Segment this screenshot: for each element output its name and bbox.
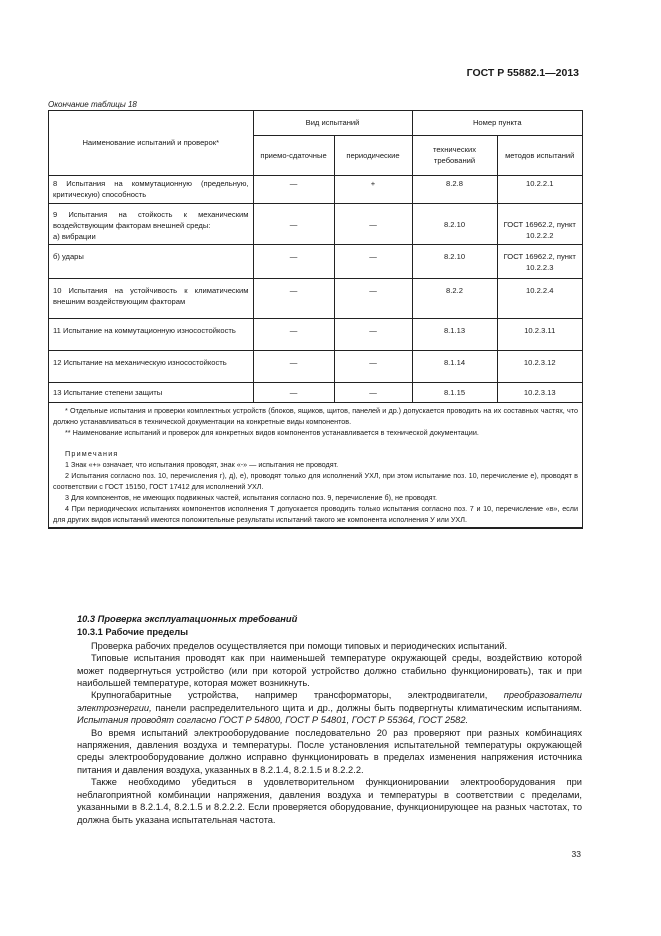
row-name: 12 Испытание на механическую износостойкость (49, 350, 253, 382)
row-method: ГОСТ 16962.2, пункт 10.2.2.3 (497, 244, 582, 278)
row-req: 8.2.10 (412, 203, 497, 244)
row-acceptance: — (253, 318, 334, 350)
row-name: а) вибрации (53, 231, 96, 241)
paragraph (77, 689, 582, 726)
row-name: б) удары (49, 244, 253, 278)
row-acceptance: — (253, 382, 334, 402)
row-name: 13 Испытание степени защиты (49, 382, 253, 402)
document-code: ГОСТ Р 55882.1—2013 (466, 67, 579, 79)
row-req: 8.2.2 (412, 278, 497, 318)
header-periodic: периодические (334, 135, 412, 175)
table-row (49, 175, 582, 203)
section-body (77, 613, 582, 826)
notes-title: Примечания (65, 448, 119, 458)
row-name: 10 Испытания на устойчивость к климатическим внешним воздействующим факторам (49, 278, 253, 318)
row-acceptance: — (253, 350, 334, 382)
row-req: 8.2.8 (412, 175, 497, 203)
note: 2 Испытания согласно поз. 10, перечисления г), д), е), проводят только для исполнений УХЛ, при этом испытание поз. 10, перечисление е), проводят в соответствии с ГОСТ 15150, ГОСТ 17412 для исполнений УХЛ. (53, 470, 578, 491)
table-notes (49, 402, 582, 527)
note: 3 Для компонентов, не имеющих подвижных частей, испытания согласно поз. 9, перечисление б), не проводят. (65, 492, 438, 502)
row-method: 10.2.2.1 (497, 175, 582, 203)
row-periodic: + (334, 175, 412, 203)
table-row (49, 350, 582, 382)
paragraph-text: Крупногабаритные устройства, например трансформаторы, электродвигатели, (91, 690, 488, 701)
row-periodic: — (334, 382, 412, 402)
row-periodic: — (334, 203, 412, 244)
row-periodic: — (334, 318, 412, 350)
row-req: 8.1.13 (412, 318, 497, 350)
paragraph: Во время испытаний электрооборудование последовательно 20 раз проверяют при разных комбинациях напряжения, давления воздуха и температуры. После установления испытательной температуры окружающей среды электрооборудование должно исправно функционировать в пределах изменения напряжения источника питания и давления воздуха, указанных в 8.2.1.4, 8.2.1.5 и 8.2.2.2. (77, 727, 582, 775)
table-caption: Окончание таблицы 18 (48, 100, 137, 109)
row-periodic: — (334, 278, 412, 318)
paragraph: Типовые испытания проводят как при наименьшей температуре окружающей среды, воздействию которой может подвергнуться устройство (или при которой устройство должно стабильно функционировать), так и при наибольшей температуре, которая может возникнуть. (77, 653, 582, 689)
table-notes-row (49, 402, 582, 527)
header-test-type: Вид испытаний (253, 111, 412, 135)
table-18 (48, 110, 583, 529)
header-clause: Номер пункта (412, 111, 582, 135)
tests-table (49, 111, 582, 528)
table-row (49, 278, 582, 318)
row-name-group (49, 203, 253, 244)
paragraph-text: панели распределительного щита и др., должны быть подвергнуты климатическим испытаниям. (155, 702, 582, 713)
footnote: * Отдельные испытания и проверки комплектных устройств (блоков, ящиков, щитов, панелей и др.) допускается проводить на их составных частях, что должно устанавливаться в технической документации на конкретные виды компонентов. (53, 405, 578, 426)
header-requirements: технических требований (412, 135, 497, 175)
header-acceptance: приемо-сдаточные (253, 135, 334, 175)
header-name: Наименование испытаний и проверок* (49, 111, 253, 175)
row-name: 8 Испытания на коммутационную (предельную, критическую) способность (49, 175, 253, 203)
row-name: 11 Испытание на коммутационную износостойкость (49, 318, 253, 350)
paragraph-italic: преобразователи электроэнергии, (77, 690, 582, 713)
row-periodic: — (334, 350, 412, 382)
table-row (49, 203, 582, 244)
section-heading: 10.3 Проверка эксплуатационных требований (77, 614, 298, 624)
header-methods: методов испытаний (497, 135, 582, 175)
row-req: 8.1.14 (412, 350, 497, 382)
footnote: ** Наименование испытаний и проверок для конкретных видов компонентов устанавливается в технической документации. (65, 427, 479, 437)
row-acceptance: — (253, 244, 334, 278)
note: 4 При периодических испытаниях компонентов исполнения Т допускается проводить только испытания согласно поз. 7 и 10, перечисление «в», если для других видов испытаний имеются положительные результаты испытаний такого же компонента исполнения У или УХЛ. (53, 503, 578, 524)
paragraph-italic: Испытания проводят согласно ГОСТ Р 54800, ГОСТ Р 54801, ГОСТ Р 55364, ГОСТ 2582. (77, 715, 469, 726)
row-periodic: — (334, 244, 412, 278)
paragraph: Также необходимо убедиться в удовлетворительном функционировании электрооборудования при неблагоприятной комбинации напряжения, давления воздуха и температуры в соответствии с пределами, указанными в 8.2.1.4, 8.2.1.5 и 8.2.2.2. Если проверяется оборудование, функционирующее на разных частотах, то должна быть указана испытательная частота. (77, 777, 582, 825)
table-row (49, 382, 582, 402)
note: 1 Знак «+» означает, что испытания проводят, знак «-» — испытания не проводят. (65, 459, 339, 469)
row-acceptance: — (253, 203, 334, 244)
row-method: 10.2.3.11 (497, 318, 582, 350)
row-req: 8.1.15 (412, 382, 497, 402)
row-method: ГОСТ 16962.2, пункт 10.2.2.2 (497, 203, 582, 244)
row-acceptance: — (253, 175, 334, 203)
row-acceptance: — (253, 278, 334, 318)
row-name: 9 Испытания на стойкость к механическим воздействующим факторам внешней среды: (53, 209, 249, 230)
row-method: 10.2.3.12 (497, 350, 582, 382)
paragraph: Проверка рабочих пределов осуществляется при помощи типовых и периодических испытаний. (91, 640, 508, 651)
page-number: 33 (571, 849, 581, 859)
row-req: 8.2.10 (412, 244, 497, 278)
table-row (49, 318, 582, 350)
table-row (49, 244, 582, 278)
subsection-heading: 10.3.1 Рабочие пределы (77, 627, 189, 638)
row-method: 10.2.2.4 (497, 278, 582, 318)
row-method: 10.2.3.13 (497, 382, 582, 402)
